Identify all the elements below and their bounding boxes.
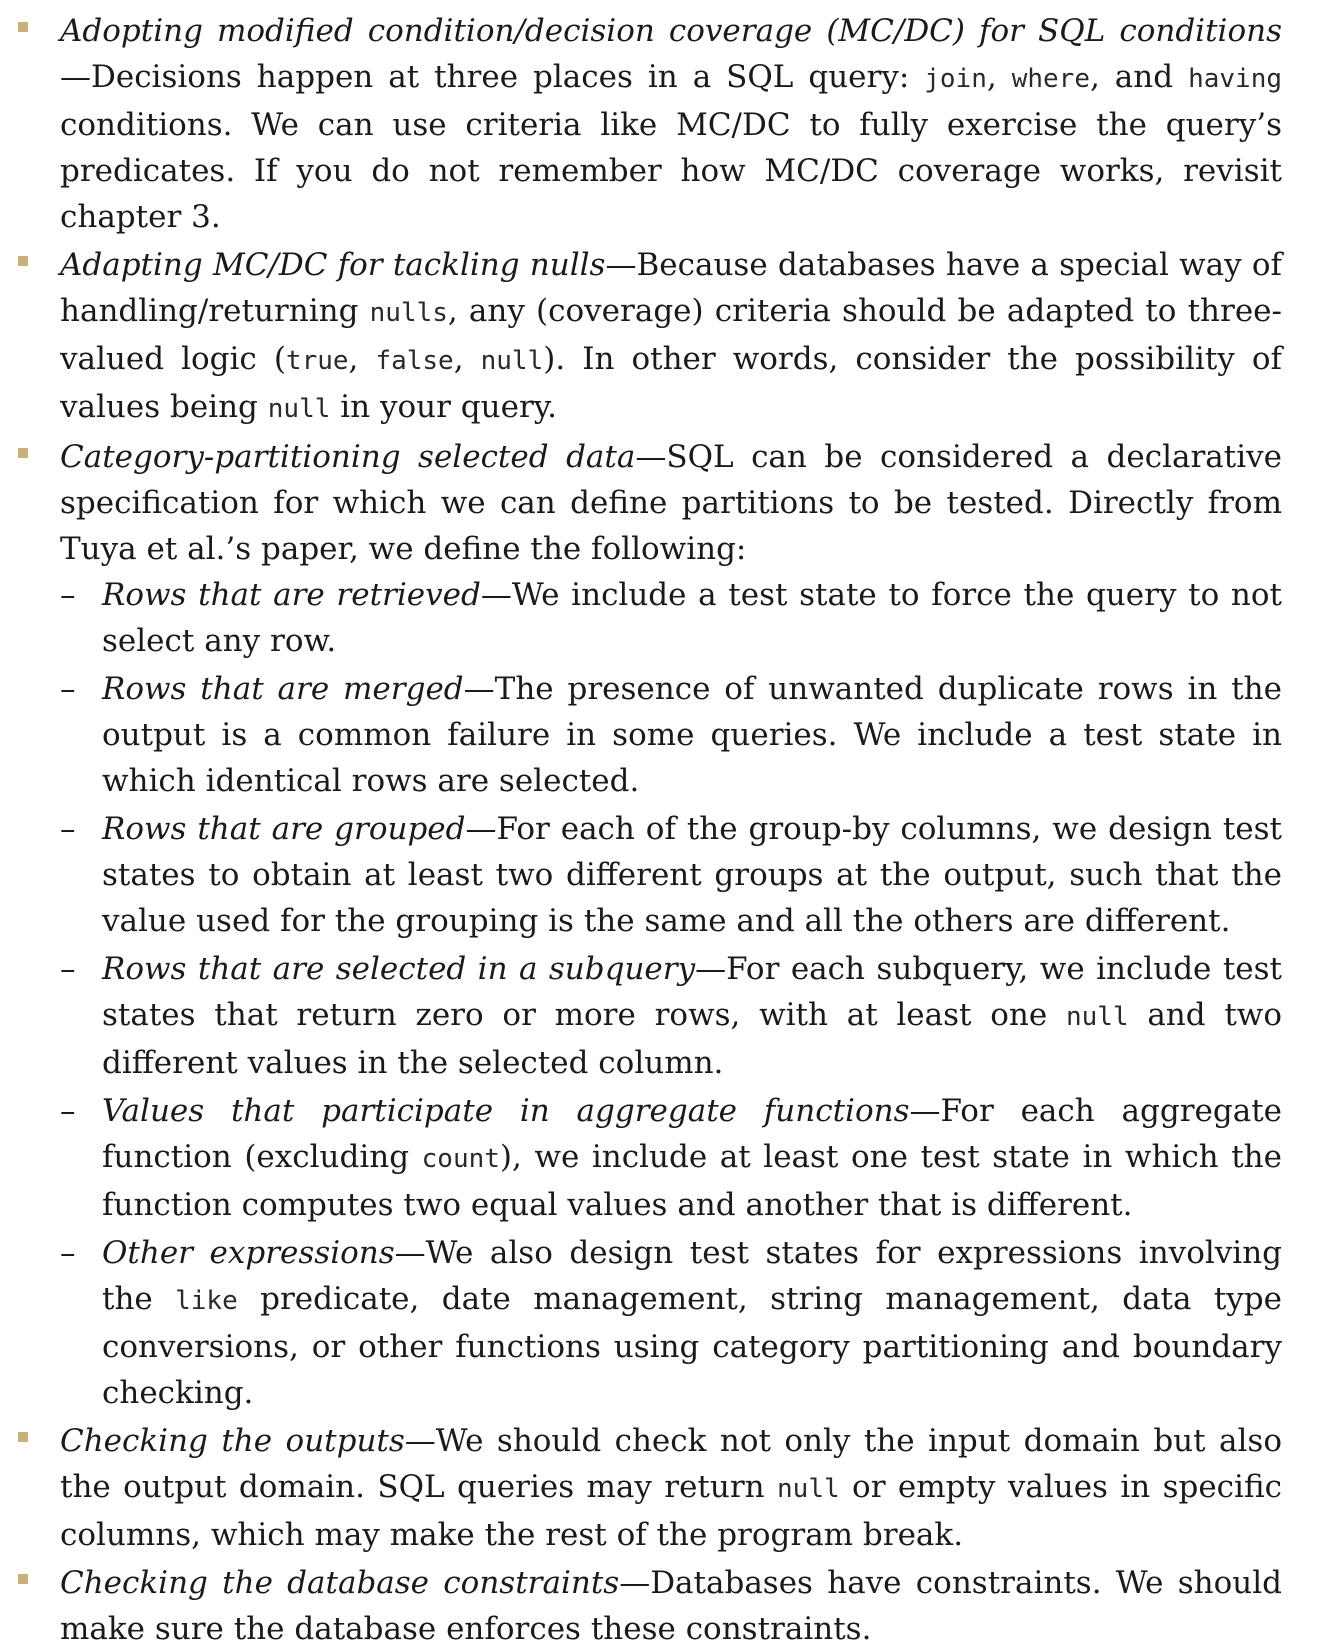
sub-term: Rows that are grouped: [102, 811, 466, 847]
bullet-paragraph: [60, 1560, 1282, 1652]
sub-text: —We include a test state to force the query to not select any row.: [102, 577, 1282, 659]
sub-text: predicate, date management, string management, data type conversions, or other functions using category partitioning and boundary checking.: [102, 1281, 1282, 1411]
code-null: null: [777, 1474, 840, 1504]
bullet-paragraph: [60, 8, 1282, 240]
code-null: null: [267, 394, 331, 424]
bullet-text: ,: [348, 341, 376, 377]
sub-paragraph: [102, 572, 1282, 664]
sub-paragraph: [102, 946, 1282, 1086]
sub-item-aggregate: [60, 1088, 1282, 1228]
bullet-item-constraints: [18, 1560, 1282, 1652]
sub-paragraph: [102, 666, 1282, 804]
sub-term: Rows that are retrieved: [102, 577, 481, 613]
dash-marker: –: [60, 1093, 76, 1129]
bullet-text: , and: [1089, 59, 1189, 95]
code-false: false: [375, 346, 454, 376]
dash-marker: –: [60, 811, 76, 847]
square-bullet-icon: [18, 256, 28, 266]
sub-item-subquery: [60, 946, 1282, 1086]
code-join: join: [924, 64, 987, 94]
bullet-paragraph: [60, 1418, 1282, 1558]
sub-text: —For each aggregate function (excluding: [102, 1093, 1283, 1175]
bullet-text: , any (coverage) criteria should be adapted to three-valued logic (: [60, 293, 1282, 377]
sub-text: —The presence of unwanted duplicate rows in the output is a common failure in some queries. We include a test state in which identical rows are selected.: [102, 671, 1282, 799]
code-nulls: nulls: [369, 298, 448, 328]
sub-text: ), we include at least one test state in which the function computes two equal values and another that is different.: [102, 1139, 1282, 1223]
bullet-item-mcdc: [18, 8, 1282, 240]
square-bullet-icon: [18, 1574, 28, 1584]
dash-marker: –: [60, 671, 76, 707]
sub-text: —For each of the group-by columns, we design test states to obtain at least two different groups at the output, such that the value used for the grouping is the same and all the others are different.: [102, 811, 1282, 939]
bullet-text: or empty values in specific columns, which may make the rest of the program break.: [60, 1469, 1282, 1553]
bullet-item-nulls: [18, 242, 1282, 432]
bullet-text: —Because databases have a special way of handling/returning: [60, 247, 1283, 329]
dash-marker: –: [60, 577, 76, 613]
bullet-paragraph: [60, 434, 1282, 572]
bullet-term: Checking the database constraints: [60, 1565, 620, 1601]
bullet-item-category-partitioning: [18, 434, 1282, 1416]
bullet-term: Category-partitioning selected data: [60, 439, 636, 475]
sub-item-merged: [60, 666, 1282, 804]
dash-marker: –: [60, 951, 76, 987]
bullet-text: ,: [453, 341, 481, 377]
code-count: count: [421, 1144, 500, 1174]
sub-term: Values that participate in aggregate functions: [102, 1093, 910, 1129]
code-null: null: [480, 346, 544, 376]
sub-text: —For each subquery, we include test states that return zero or more rows, with at least one: [102, 951, 1282, 1033]
sub-item-retrieved: [60, 572, 1282, 664]
bullet-term: Adopting modified condition/decision coverage (MC/DC) for SQL conditions: [60, 13, 1282, 49]
bullet-list: [18, 8, 1282, 1652]
bullet-text: —Databases have constraints. We should make sure the database enforces these constraints.: [60, 1565, 1283, 1647]
code-true: true: [285, 346, 349, 376]
code-where: where: [1011, 64, 1090, 94]
sub-term: Other expressions: [102, 1235, 395, 1271]
sub-term: Rows that are merged: [102, 671, 464, 707]
sub-paragraph: [102, 806, 1282, 944]
bullet-text: —We should check not only the input domain but also the output domain. SQL queries may return: [60, 1423, 1282, 1505]
code-having: having: [1188, 64, 1282, 94]
bullet-paragraph: [60, 242, 1282, 432]
sub-item-grouped: [60, 806, 1282, 944]
sub-paragraph: [102, 1088, 1282, 1228]
bullet-text: in your query.: [330, 389, 558, 425]
bullet-text: conditions. We can use criteria like MC/DC to fully exercise the query’s predicates. If you do not remember how MC/DC coverage works, revisit chapter 3.: [60, 107, 1282, 235]
dash-marker: –: [60, 1235, 76, 1271]
square-bullet-icon: [18, 22, 28, 32]
code-null: null: [1065, 1002, 1129, 1032]
bullet-text: ). In other words, consider the possibility of values being: [60, 341, 1282, 425]
bullet-term: Checking the outputs: [60, 1423, 405, 1459]
sub-paragraph: [102, 1230, 1282, 1416]
sub-item-other-expressions: [60, 1230, 1282, 1416]
code-like: like: [175, 1286, 238, 1316]
bullet-term: Adapting MC/DC for tackling nulls: [60, 247, 606, 283]
square-bullet-icon: [18, 448, 28, 458]
bullet-text: —SQL can be considered a declarative specification for which we can define partitions to be tested. Directly from Tuya et al.’s paper, we define the following:: [60, 439, 1283, 567]
square-bullet-icon: [18, 1432, 28, 1442]
bullet-text: ,: [986, 59, 1012, 95]
bullet-text: —Decisions happen at three places in a SQL query:: [60, 59, 925, 95]
sub-text: and two different values in the selected column.: [102, 997, 1283, 1081]
bullet-item-outputs: [18, 1418, 1282, 1558]
sub-list: [60, 572, 1282, 1416]
sub-text: —We also design test states for expressions involving the: [102, 1235, 1283, 1317]
sub-term: Rows that are selected in a subquery: [102, 951, 696, 987]
